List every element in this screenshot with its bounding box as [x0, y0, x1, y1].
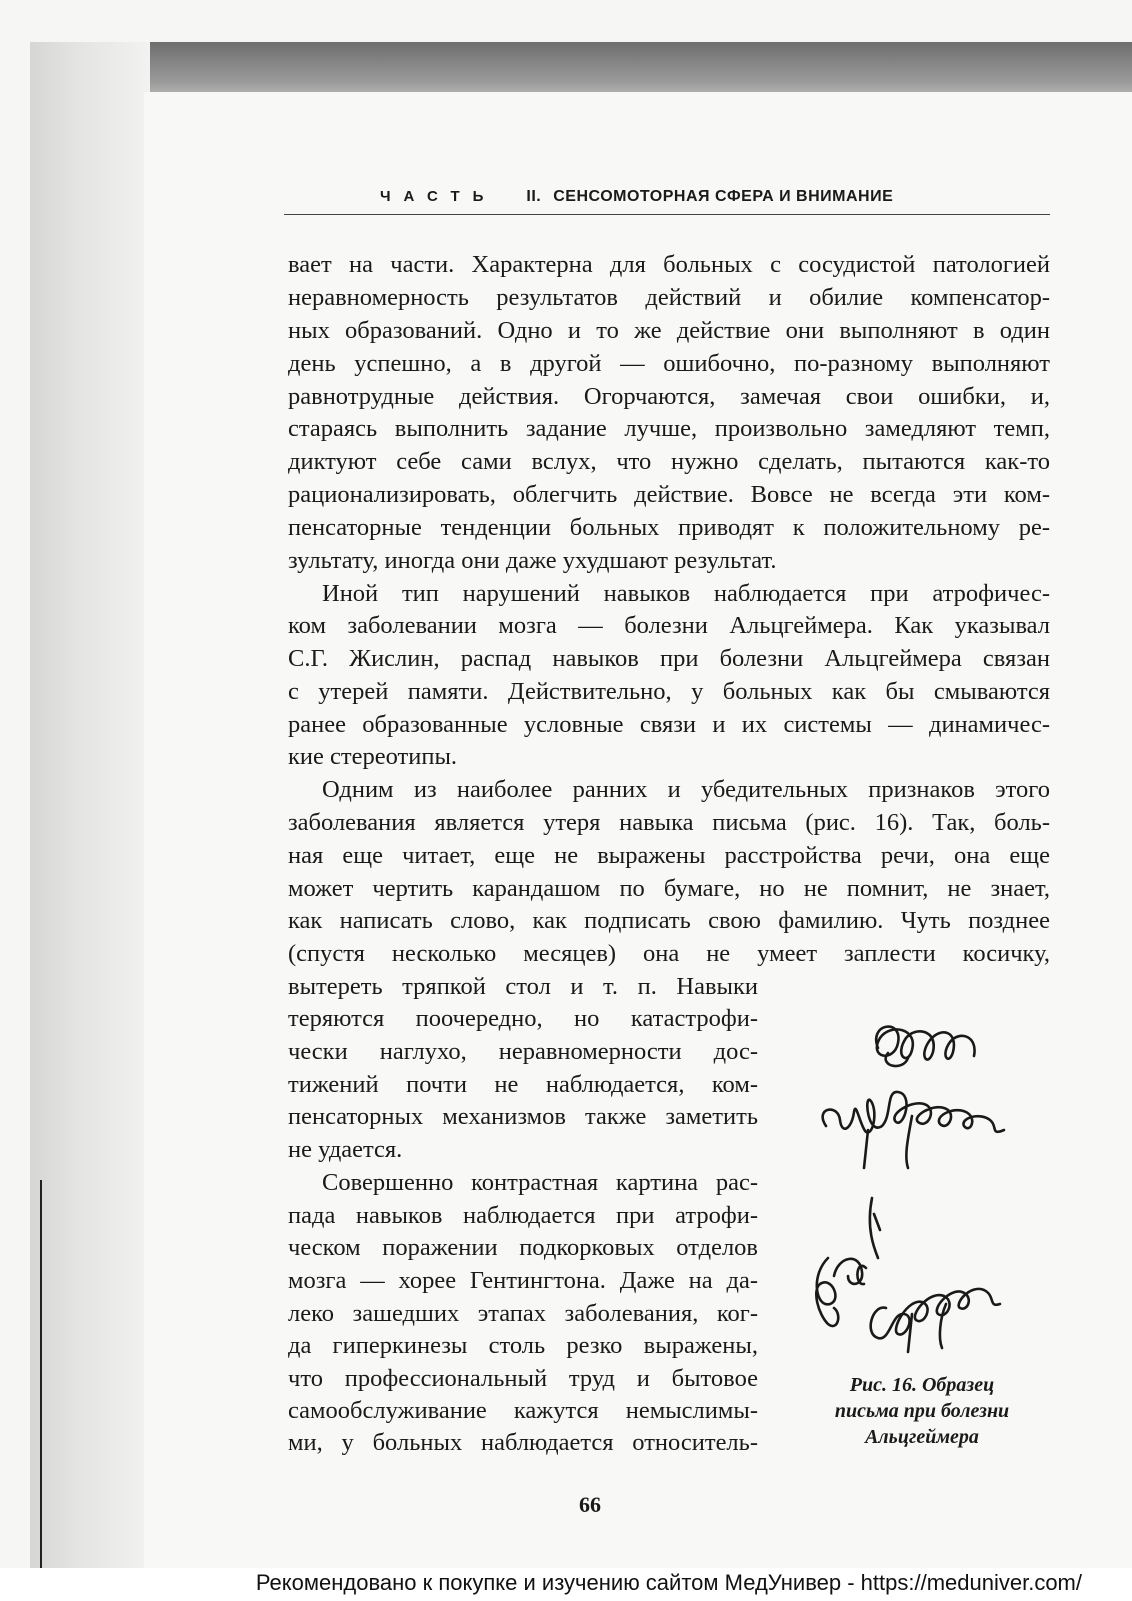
book-spine-edge	[40, 1180, 42, 1575]
footer-banner	[0, 1568, 1132, 1601]
running-head-section: СЕНСОМОТОРНАЯ СФЕРА И ВНИМАНИЕ	[553, 188, 894, 205]
body-line: пенсаторных механизмов также заметить	[288, 1103, 758, 1130]
body-line: самообслуживание кажутся немыслимы-	[288, 1397, 758, 1424]
body-line: ных образований. Одно и то же действие они выполняют в один	[288, 317, 1050, 344]
body-line: ми, у больных наблюдается относитель-	[288, 1429, 758, 1456]
body-line: ком заболевании мозга — болезни Альцгеймера. Как указывал	[288, 612, 1050, 639]
body-line: Одним из наиболее ранних и убедительных признаков этого	[322, 776, 1050, 803]
body-line: пенсаторные тенденции больных приводят к положительному ре-	[288, 514, 1050, 541]
running-head-part-number: II.	[526, 188, 542, 205]
body-line: как написать слово, как подписать свою фамилию. Чуть позднее	[288, 907, 1050, 934]
body-line: ранее образованные условные связи и их системы — динамичес-	[288, 711, 1050, 738]
body-line: диктуют себе сами вслух, что нужно сделать, пытаются как-то	[288, 448, 1050, 475]
body-line: теряются поочередно, но катастрофи-	[288, 1005, 758, 1032]
body-line: день успешно, а в другой — ошибочно, по-разному выполняют	[288, 350, 1050, 377]
body-line: чески наглухо, неравномерности дос-	[288, 1038, 758, 1065]
body-line: может чертить карандашом по бумаге, но не помнит, не знает,	[288, 875, 1050, 902]
body-line: Совершенно контрастная картина рас-	[322, 1169, 758, 1196]
body-line: леко зашедших этапах заболевания, ког-	[288, 1300, 758, 1327]
footer-text: Рекомендовано к покупке и изучению сайтом МедУнивер - https://meduniver.com/	[255, 1570, 1082, 1595]
caption-line: письма при болезни	[834, 1400, 1010, 1422]
figure-caption	[802, 1372, 1042, 1450]
body-line: неравномерность результатов действий и обилие компенсатор-	[288, 284, 1050, 311]
body-line: вытереть тряпкой стол и т. п. Навыки	[288, 973, 758, 1000]
body-line: не удается.	[288, 1136, 403, 1163]
body-line: что профессиональный труд и бытовое	[288, 1365, 758, 1392]
body-line: мозга — хорее Гентингтона. Даже на да-	[288, 1267, 758, 1294]
running-head-part: ЧАСТЬ	[380, 188, 497, 205]
body-line: ная еще читает, еще не выражены расстройства речи, она еще	[288, 842, 1050, 869]
header-rule	[284, 214, 1050, 215]
body-line: вает на части. Характерна для больных с сосудистой патологией	[288, 251, 1050, 278]
scan-left-shadow	[30, 42, 150, 1582]
body-line: рационализировать, облегчить действие. Вовсе не всегда эти ком-	[288, 481, 1050, 508]
body-line: зультату, иногда они даже ухудшают результат.	[288, 547, 777, 574]
body-line: (спустя несколько месяцев) она не умеет заплести косичку,	[288, 940, 1050, 967]
body-line: кие стереотипы.	[288, 743, 458, 770]
body-line: заболевания является утеря навыка письма (рис. 16). Так, боль-	[288, 809, 1050, 836]
caption-line: Рис. 16. Образец	[849, 1374, 995, 1396]
body-line: Иной тип нарушений навыков наблюдается при атрофичес-	[322, 580, 1050, 607]
body-line: да гиперкинезы столь резко выражены,	[288, 1332, 758, 1359]
running-head	[284, 188, 1044, 206]
body-line: стараясь выполнить задание лучше, произвольно замедляют темп,	[288, 415, 1050, 442]
body-line: ческом поражении подкорковых отделов	[288, 1234, 758, 1261]
page-number: 66	[579, 1492, 601, 1517]
body-line: пада навыков наблюдается при атрофи-	[288, 1202, 758, 1229]
body-line: равнотрудные действия. Огорчаются, замечая свои ошибки, и,	[288, 383, 1050, 410]
body-line: тижений почти не наблюдается, ком-	[288, 1071, 758, 1098]
handwriting-sample-figure	[808, 1008, 1038, 1378]
caption-line: Альцгеймера	[865, 1426, 979, 1448]
handwriting-scribble-image	[808, 1008, 1038, 1378]
body-line: с утерей памяти. Действительно, у больных как бы смываются	[288, 678, 1050, 705]
body-line: С.Г. Жислин, распад навыков при болезни Альцгеймера связан	[288, 645, 1050, 672]
